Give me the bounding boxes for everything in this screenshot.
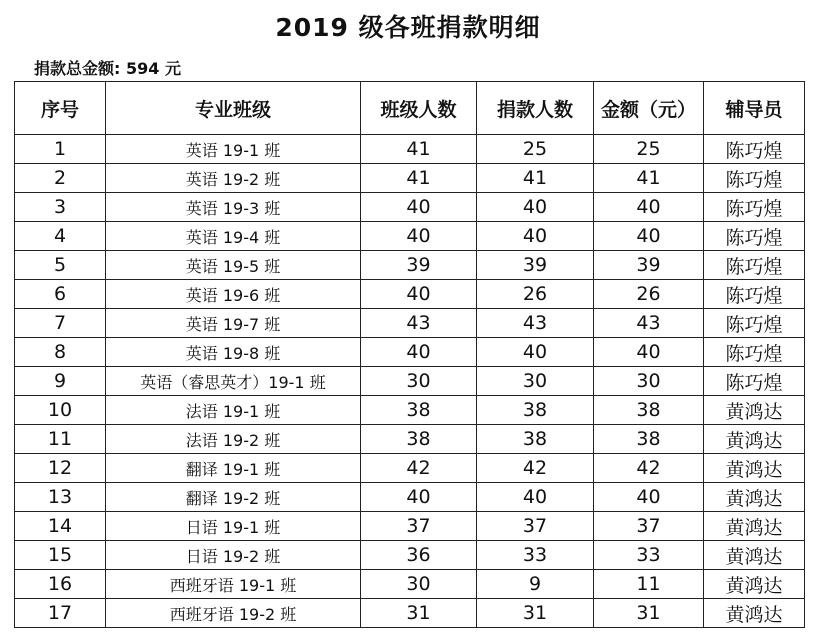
- donor-count-cell: 42: [477, 454, 594, 483]
- class-size-cell: 31: [361, 599, 477, 628]
- class-size-cell: 40: [361, 193, 477, 222]
- class-size-cell: 43: [361, 309, 477, 338]
- major-class-cell: 英语 19-7 班: [106, 309, 361, 338]
- header-donor-count: 捐款人数: [477, 82, 594, 135]
- class-size-cell: 40: [361, 280, 477, 309]
- class-size-cell: 36: [361, 541, 477, 570]
- donor-count-cell: 40: [477, 222, 594, 251]
- serial-number-cell: 1: [15, 135, 106, 164]
- counselor-cell: 陈巧煌: [704, 251, 805, 280]
- major-class-cell: 英语（睿思英才）19-1 班: [106, 367, 361, 396]
- counselor-cell: 陈巧煌: [704, 280, 805, 309]
- major-class-cell: 英语 19-8 班: [106, 338, 361, 367]
- donor-count-cell: 43: [477, 309, 594, 338]
- serial-number-cell: 14: [15, 512, 106, 541]
- major-class-cell: 法语 19-2 班: [106, 425, 361, 454]
- serial-number-cell: 7: [15, 309, 106, 338]
- amount-cell: 43: [594, 309, 704, 338]
- table-row: [15, 570, 805, 599]
- serial-number-cell: 5: [15, 251, 106, 280]
- document-title: 2019 级各班捐款明细: [275, 13, 541, 42]
- table-row: [15, 454, 805, 483]
- major-class-cell: 英语 19-6 班: [106, 280, 361, 309]
- table-row: [15, 251, 805, 280]
- major-class-cell: 翻译 19-1 班: [106, 454, 361, 483]
- counselor-cell: 黄鸿达: [704, 599, 805, 628]
- counselor-cell: 黄鸿达: [704, 512, 805, 541]
- counselor-cell: 陈巧煌: [704, 135, 805, 164]
- major-class-cell: 英语 19-2 班: [106, 164, 361, 193]
- donor-count-cell: 33: [477, 541, 594, 570]
- table-row: [15, 222, 805, 251]
- table-row: [15, 338, 805, 367]
- serial-number-cell: 11: [15, 425, 106, 454]
- counselor-cell: 陈巧煌: [704, 164, 805, 193]
- amount-cell: 38: [594, 425, 704, 454]
- major-class-cell: 英语 19-4 班: [106, 222, 361, 251]
- serial-number-cell: 16: [15, 570, 106, 599]
- serial-number-cell: 9: [15, 367, 106, 396]
- major-class-cell: 日语 19-2 班: [106, 541, 361, 570]
- header-counselor: 辅导员: [704, 82, 805, 135]
- donation-table: [14, 81, 805, 628]
- table-row: [15, 541, 805, 570]
- table-row: [15, 425, 805, 454]
- serial-number-cell: 2: [15, 164, 106, 193]
- serial-number-cell: 4: [15, 222, 106, 251]
- table-row: [15, 483, 805, 512]
- class-size-cell: 42: [361, 454, 477, 483]
- serial-number-cell: 13: [15, 483, 106, 512]
- class-size-cell: 41: [361, 164, 477, 193]
- major-class-cell: 英语 19-1 班: [106, 135, 361, 164]
- donor-count-cell: 25: [477, 135, 594, 164]
- class-size-cell: 38: [361, 396, 477, 425]
- header-class-size: 班级人数: [361, 82, 477, 135]
- amount-cell: 40: [594, 222, 704, 251]
- major-class-cell: 日语 19-1 班: [106, 512, 361, 541]
- class-size-cell: 37: [361, 512, 477, 541]
- table-body: [15, 135, 805, 628]
- class-size-cell: 40: [361, 483, 477, 512]
- donor-count-cell: 39: [477, 251, 594, 280]
- major-class-cell: 英语 19-5 班: [106, 251, 361, 280]
- amount-cell: 25: [594, 135, 704, 164]
- donor-count-cell: 40: [477, 338, 594, 367]
- counselor-cell: 黄鸿达: [704, 454, 805, 483]
- major-class-cell: 英语 19-3 班: [106, 193, 361, 222]
- class-size-cell: 30: [361, 570, 477, 599]
- counselor-cell: 陈巧煌: [704, 367, 805, 396]
- class-size-cell: 39: [361, 251, 477, 280]
- donor-count-cell: 30: [477, 367, 594, 396]
- table-header: [15, 82, 805, 135]
- major-class-cell: 翻译 19-2 班: [106, 483, 361, 512]
- donor-count-cell: 38: [477, 396, 594, 425]
- serial-number-cell: 8: [15, 338, 106, 367]
- major-class-cell: 西班牙语 19-1 班: [106, 570, 361, 599]
- table-row: [15, 135, 805, 164]
- class-size-cell: 40: [361, 338, 477, 367]
- serial-number-cell: 17: [15, 599, 106, 628]
- counselor-cell: 黄鸿达: [704, 396, 805, 425]
- donor-count-cell: 31: [477, 599, 594, 628]
- serial-number-cell: 12: [15, 454, 106, 483]
- serial-number-cell: 10: [15, 396, 106, 425]
- donor-count-cell: 9: [477, 570, 594, 599]
- amount-cell: 38: [594, 396, 704, 425]
- donor-count-cell: 38: [477, 425, 594, 454]
- amount-cell: 31: [594, 599, 704, 628]
- counselor-cell: 黄鸿达: [704, 483, 805, 512]
- class-size-cell: 38: [361, 425, 477, 454]
- donor-count-cell: 26: [477, 280, 594, 309]
- major-class-cell: 法语 19-1 班: [106, 396, 361, 425]
- serial-number-cell: 6: [15, 280, 106, 309]
- amount-cell: 33: [594, 541, 704, 570]
- table-row: [15, 396, 805, 425]
- header-serial-number: 序号: [15, 82, 106, 135]
- header-major-class: 专业班级: [106, 82, 361, 135]
- table-row: [15, 309, 805, 338]
- amount-cell: 30: [594, 367, 704, 396]
- counselor-cell: 陈巧煌: [704, 309, 805, 338]
- header-amount: 金额（元）: [594, 82, 704, 135]
- table-row: [15, 280, 805, 309]
- counselor-cell: 黄鸿达: [704, 570, 805, 599]
- counselor-cell: 陈巧煌: [704, 222, 805, 251]
- class-size-cell: 30: [361, 367, 477, 396]
- table-row: [15, 367, 805, 396]
- counselor-cell: 黄鸿达: [704, 541, 805, 570]
- amount-cell: 41: [594, 164, 704, 193]
- counselor-cell: 陈巧煌: [704, 338, 805, 367]
- donor-count-cell: 41: [477, 164, 594, 193]
- serial-number-cell: 3: [15, 193, 106, 222]
- amount-cell: 40: [594, 483, 704, 512]
- serial-number-cell: 15: [15, 541, 106, 570]
- major-class-cell: 西班牙语 19-2 班: [106, 599, 361, 628]
- table-row: [15, 599, 805, 628]
- table-row: [15, 512, 805, 541]
- donor-count-cell: 37: [477, 512, 594, 541]
- table-row: [15, 164, 805, 193]
- amount-cell: 26: [594, 280, 704, 309]
- class-size-cell: 40: [361, 222, 477, 251]
- total-amount-summary: 捐款总金额: 594 元: [34, 59, 181, 78]
- donor-count-cell: 40: [477, 193, 594, 222]
- amount-cell: 40: [594, 193, 704, 222]
- header-row: [15, 82, 805, 135]
- donor-count-cell: 40: [477, 483, 594, 512]
- table-row: [15, 193, 805, 222]
- amount-cell: 40: [594, 338, 704, 367]
- amount-cell: 37: [594, 512, 704, 541]
- amount-cell: 39: [594, 251, 704, 280]
- class-size-cell: 41: [361, 135, 477, 164]
- counselor-cell: 陈巧煌: [704, 193, 805, 222]
- counselor-cell: 黄鸿达: [704, 425, 805, 454]
- amount-cell: 42: [594, 454, 704, 483]
- amount-cell: 11: [594, 570, 704, 599]
